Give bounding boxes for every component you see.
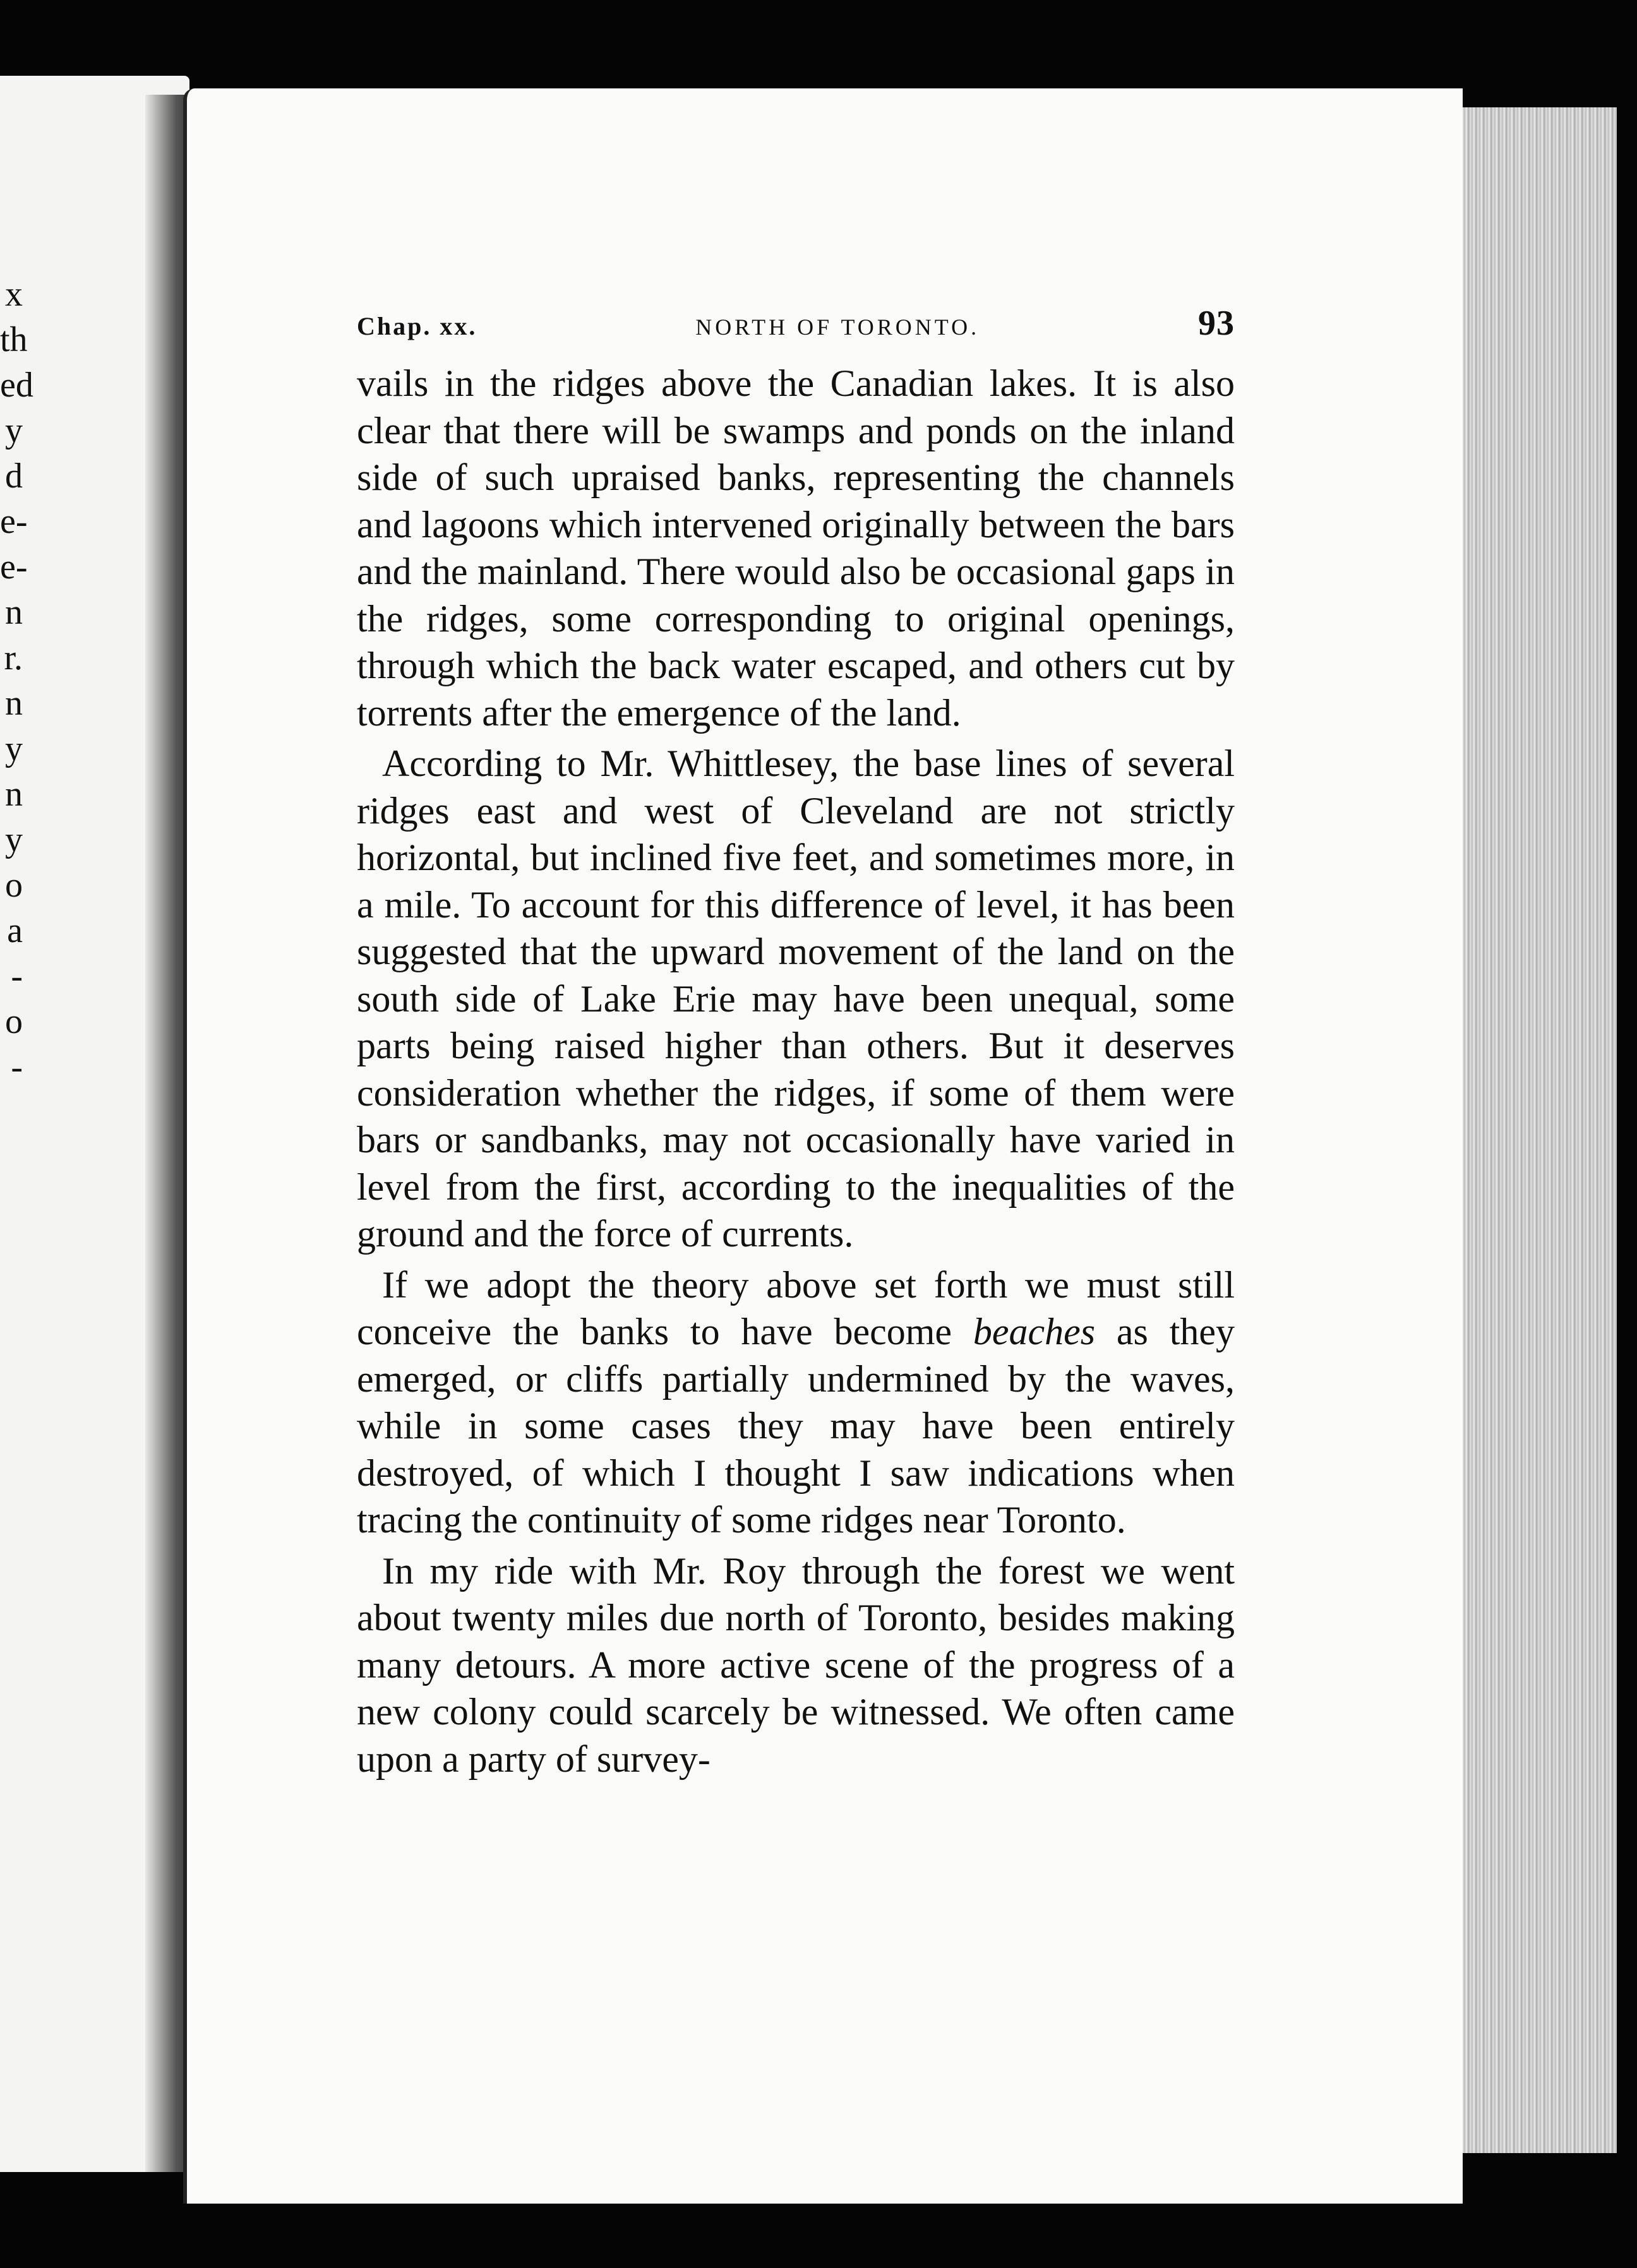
margin-fragment: o — [5, 1002, 23, 1041]
margin-fragment: - — [11, 957, 23, 996]
margin-fragment: n — [5, 684, 23, 723]
margin-fragment: th — [0, 320, 28, 359]
facing-page-text-fragments — [0, 272, 33, 1345]
margin-fragment: e- — [0, 547, 28, 587]
page-edges — [1440, 107, 1617, 2153]
paragraph-3-text-end: as they emerged, or cliffs partially undermined by the waves, while in some cases they may have been entirely destroyed, of which I thought I saw indications when tracing the continuity of some ridges near Toronto. — [357, 1311, 1235, 1541]
paragraph-2: According to Mr. Whittlesey, the base lines of several ridges east and west of Cleveland are not strictly horizontal, but inclined five feet, and sometimes more, in a mile. To account for this difference of level, it has been suggested that the upward movement of the land on the south side of Lake Erie may have been unequal, some parts being raised higher than others. But it deserves consideration whether the ridges, if some of them were bars or sandbanks, may not occasionally have varied in level from the first, according to the inequalities of the ground and the force of currents. — [357, 743, 1235, 1255]
margin-fragment: x — [5, 275, 23, 314]
paragraph-4: In my ride with Mr. Roy through the forest we went about twenty miles due north of Toronto, besides making many detours. A more active scene of the progress of a new colony could scarcely be witnessed. We often came upon a party of survey- — [357, 1549, 1235, 1780]
paragraph-3 — [357, 1262, 1235, 1544]
margin-fragment: d — [5, 457, 23, 496]
paragraph-1: vails in the ridges above the Canadian lakes. It is also clear that there will be swamps and ponds on the inland side of such upraised banks, representing the channels and lagoons which intervened originally between the bars and the mainland. There would also be occasional gaps in the ridges, some corresponding to original openings, through which the back water escaped, and others cut by torrents after the emergence of the land. — [357, 362, 1235, 734]
margin-fragment: a — [7, 911, 23, 950]
page-content — [357, 303, 1235, 1782]
margin-fragment: e- — [0, 502, 28, 541]
page-number: 93 — [1198, 304, 1235, 343]
margin-fragment: - — [11, 1047, 23, 1087]
running-header — [357, 303, 1235, 343]
margin-fragment: n — [5, 593, 23, 632]
chapter-label: Chap. xx. — [357, 312, 477, 340]
margin-fragment: y — [5, 729, 23, 768]
margin-fragment: y — [5, 820, 23, 859]
margin-fragment: y — [5, 411, 23, 450]
running-title: NORTH OF TORONTO. — [695, 314, 980, 340]
margin-fragment: ed — [0, 366, 33, 405]
margin-fragment: o — [5, 866, 23, 905]
italic-term: beaches — [973, 1311, 1096, 1352]
margin-fragment: n — [5, 775, 23, 814]
paragraph-3-text: If we adopt the theory above set forth we must still conceive the banks to have become — [357, 1263, 1235, 1352]
margin-fragment: r. — [4, 638, 23, 677]
